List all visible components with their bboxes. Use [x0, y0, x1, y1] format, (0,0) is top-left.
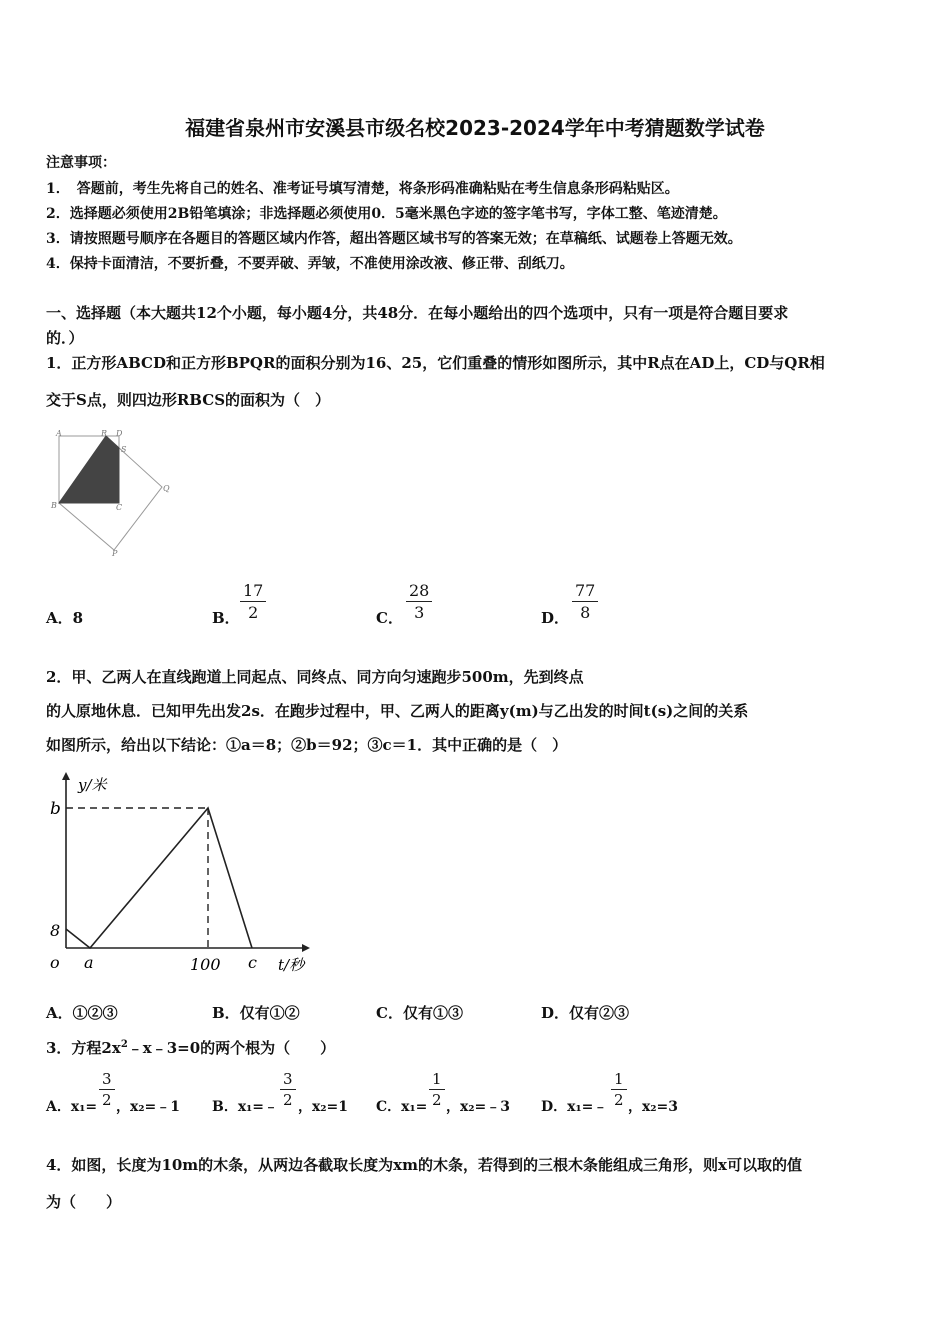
origin-label: o	[50, 953, 60, 972]
label-d: D	[116, 429, 123, 438]
notice-item-3: 3．请按照题号顺序在各题目的答题区域内作答，超出答题区域书写的答案无效；在草稿纸、试题卷上答题无效。	[46, 231, 742, 247]
label-a: A	[56, 429, 62, 438]
q2-distance-graph	[40, 770, 320, 980]
q1-option-c-label[interactable]: C．	[376, 609, 403, 627]
notice-item-1: 1． 答题前，考生先将自己的姓名、准考证号填写清楚，将条形码准确粘贴在考生信息条形码粘贴区。	[46, 181, 679, 197]
q4-stem-line1: 4．如图，长度为10m的木条，从两边各截取长度为xm的木条，若得到的三根木条能组成三角形，则x可以取的值	[46, 1156, 802, 1174]
q2-stem-line1: 2．甲、乙两人在直线跑道上同起点、同终点、同方向匀速跑步500m，先到终点	[46, 668, 584, 686]
q1-stem-line1: 1．正方形ABCD和正方形BPQR的面积分别为16、25，它们重叠的情形如图所示，其中R点在AD上，CD与QR相	[46, 354, 825, 372]
q4-stem-line2: 为（ ）	[46, 1193, 122, 1211]
eight-label: 8	[50, 921, 61, 940]
notice-heading: 注意事项：	[46, 155, 116, 171]
y-axis-arrow	[62, 772, 70, 780]
x-axis-label: t/秒	[278, 956, 305, 974]
notice-item-4: 4．保持卡面清洁，不要折叠，不要弄破、弄皱，不准使用涂改液、修正带、刮纸刀。	[46, 256, 574, 272]
q3-option-d-fraction: $\frac{1}{2}$	[611, 1072, 627, 1108]
q3-option-c-label[interactable]: C．x₁=	[376, 1099, 428, 1115]
q2-stem-line2: 的人原地休息．已知甲先出发2s．在跑步过程中，甲、乙两人的距离y(m)与乙出发的时间t(s)之间的关系	[46, 702, 749, 720]
q3-option-a-tail: ，x₂=﹣1	[116, 1099, 180, 1115]
b-label: b	[50, 799, 61, 819]
notice-item-2: 2．选择题必须使用2B铅笔填涂；非选择题必须使用0．5毫米黑色字迹的签字笔书写，字体工整、笔迹清楚。	[46, 206, 727, 222]
x-axis-arrow	[302, 944, 310, 952]
q2-option-d[interactable]: D．仅有②③	[541, 1004, 630, 1022]
q3-option-a-fraction: $\frac{3}{2}$	[99, 1072, 115, 1108]
q2-option-a[interactable]: A．①②③	[46, 1004, 118, 1022]
label-r: R	[101, 429, 108, 438]
q3-stem: 3．方程$2x^2﹣x﹣3=0$的两个根为（ ）	[46, 1039, 336, 1057]
q1-option-b-fraction: $\frac{17}{2}$	[240, 583, 266, 621]
section-heading-line1: 一、选择题（本大题共12个小题，每小题4分，共48分．在每小题给出的四个选项中，只有一项是符合题目要求	[46, 304, 789, 322]
q2-stem-line3: 如图所示，给出以下结论：①a＝8；②b＝92；③c＝1．其中正确的是（ ）	[46, 736, 568, 754]
hundred-label: 100	[190, 955, 221, 974]
q1-stem-line2: 交于S点，则四边形RBCS的面积为（ ）	[46, 391, 331, 409]
q3-option-d-label[interactable]: D．x₁=﹣	[541, 1099, 608, 1115]
q1-option-c-fraction: $\frac{28}{3}$	[406, 583, 432, 621]
q3-option-c-tail: ，x₂=﹣3	[446, 1099, 510, 1115]
label-b: B	[51, 501, 57, 510]
q3-option-b-label[interactable]: B．x₁=﹣	[212, 1099, 279, 1115]
q2-option-c[interactable]: C．仅有①③	[376, 1004, 463, 1022]
page-title: 福建省泉州市安溪县市级名校2023-2024学年中考猜题数学试卷	[185, 116, 765, 140]
label-p: P	[112, 549, 118, 558]
q1-option-b-label[interactable]: B．	[212, 609, 240, 627]
shaded-rbcs	[59, 436, 119, 503]
label-s: S	[121, 445, 127, 454]
q1-squares-figure	[44, 428, 184, 558]
label-q: Q	[163, 484, 170, 493]
a-label: a	[84, 953, 94, 972]
distance-curve	[66, 808, 252, 948]
q3-option-a-label[interactable]: A．x₁=	[46, 1099, 98, 1115]
section-heading-line2: 的．）	[46, 329, 84, 347]
q3-option-d-tail: ，x₂=3	[628, 1099, 678, 1115]
q1-option-d-label[interactable]: D．	[541, 609, 570, 627]
q1-option-d-fraction: $\frac{77}{8}$	[572, 583, 598, 621]
q3-option-c-fraction: $\frac{1}{2}$	[429, 1072, 445, 1108]
q3-option-b-tail: ，x₂=1	[298, 1099, 348, 1115]
q1-option-a[interactable]: A．8	[46, 609, 84, 627]
label-c: C	[116, 503, 123, 512]
q2-option-b[interactable]: B．仅有①②	[212, 1004, 300, 1022]
c-label: c	[248, 953, 257, 972]
q3-option-b-fraction: $\frac{3}{2}$	[280, 1072, 296, 1108]
y-axis-label: y/米	[78, 776, 107, 794]
